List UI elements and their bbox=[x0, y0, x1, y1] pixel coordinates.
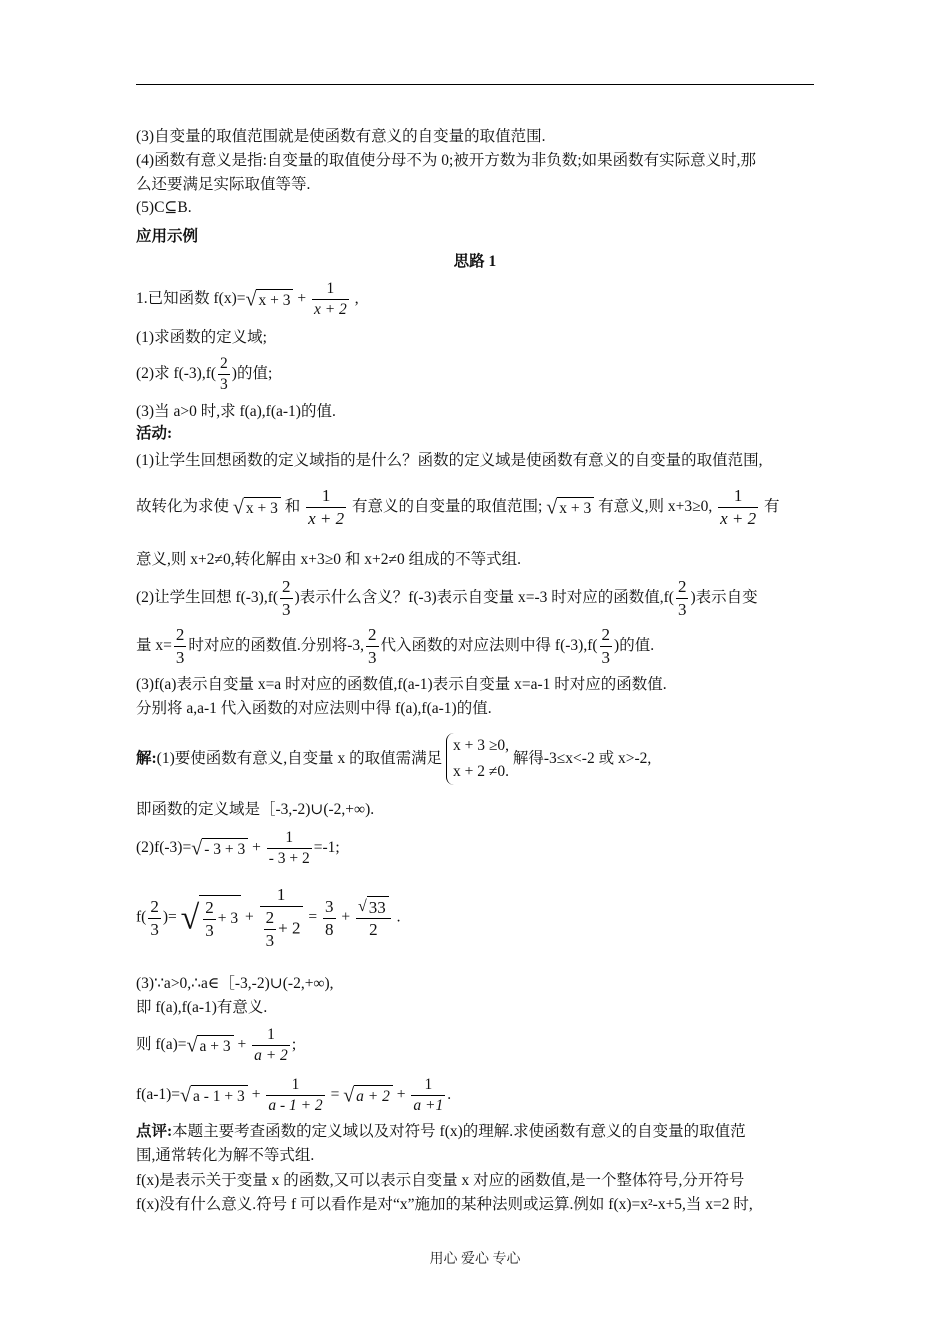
numerator: 2 bbox=[264, 907, 277, 930]
operator: + bbox=[251, 1086, 261, 1103]
section-heading: 应用示例 bbox=[136, 228, 199, 245]
text: 有 bbox=[764, 498, 780, 515]
text: . bbox=[396, 908, 401, 926]
text-line: (4)函数有意义是指:自变量的取值使分母不为 0;被开方数为非负数;如果函数有实际意义时,那 bbox=[136, 152, 756, 169]
text-line: (3)当 a>0 时,求 f(a),f(a-1)的值. bbox=[136, 403, 336, 420]
text-line: (5)C⊆B. bbox=[136, 199, 192, 216]
denominator: 3 bbox=[150, 919, 159, 939]
text-line: (3)∵a>0,∴a∈［-3,-2)∪(-2,+∞), bbox=[136, 975, 334, 992]
fraction bbox=[174, 624, 187, 669]
text: + 3 bbox=[217, 909, 239, 927]
fraction bbox=[148, 896, 161, 941]
text-line: (1)求函数的定义域; bbox=[136, 329, 267, 346]
fraction bbox=[267, 828, 312, 869]
denominator: a +1 bbox=[413, 1096, 444, 1114]
text: )= bbox=[162, 908, 177, 926]
text: )表示自变 bbox=[690, 589, 758, 607]
problem-statement bbox=[136, 276, 359, 323]
text-line: f(x)没有什么意义.符号 f 可以看作是对“x”施加的某种法则或运算.例如 f(x)=x²-x+5,当 x=2 时, bbox=[136, 1196, 753, 1213]
radicand bbox=[199, 895, 241, 942]
text: 有意义,则 x+3≥0, bbox=[598, 498, 713, 515]
fraction bbox=[718, 485, 758, 530]
operator: + bbox=[297, 290, 307, 307]
text: )表示什么含义？f(-3)表示自变量 x=-3 时对应的函数值,f( bbox=[294, 589, 674, 607]
text: f( bbox=[136, 908, 147, 926]
operator: = bbox=[308, 908, 318, 926]
operator: + bbox=[341, 908, 351, 926]
denominator: x + 2 bbox=[313, 300, 347, 318]
fraction bbox=[264, 907, 277, 952]
equation-line bbox=[136, 1072, 451, 1119]
text-line: 即函数的定义域是［-3,-2)∪(-2,+∞). bbox=[136, 801, 375, 818]
numerator: 1 bbox=[252, 1025, 290, 1046]
equation-line bbox=[136, 824, 340, 873]
denominator: 3 bbox=[220, 375, 228, 393]
fraction bbox=[203, 897, 216, 942]
denominator: 3 bbox=[677, 600, 687, 619]
sqrt-expr: √ a + 3 bbox=[186, 1022, 233, 1068]
text: (2)f(-3)= bbox=[136, 839, 192, 856]
text: 则 f(a)= bbox=[136, 1036, 187, 1053]
sqrt-expr: √ x + 3 bbox=[233, 482, 281, 532]
text: 本题主要考查函数的定义域以及对符号 f(x)的理解.求使函数有意义的自变量的取值范 bbox=[172, 1123, 746, 1140]
text: 和 bbox=[284, 498, 301, 515]
text-line: 么还要满足实际取值等等. bbox=[136, 176, 311, 193]
denominator: 2 bbox=[369, 920, 378, 940]
text-line bbox=[136, 352, 272, 396]
fraction bbox=[252, 1025, 290, 1066]
inequality: x + 2 ≠0. bbox=[453, 763, 509, 781]
text-line: (3)自变量的取值范围就是使函数有意义的自变量的取值范围. bbox=[136, 128, 546, 145]
operator: + bbox=[396, 1086, 406, 1103]
text: 解得-3≤x<-2 或 x>-2, bbox=[512, 750, 652, 767]
text: =-1; bbox=[313, 839, 340, 856]
numerator: 1 bbox=[411, 1075, 445, 1096]
numerator: 2 bbox=[366, 624, 379, 647]
denominator: x + 2 bbox=[308, 508, 345, 528]
text-line: (3)f(a)表示自变量 x=a 时对应的函数值,f(a-1)表示自变量 x=a-1 时对应的函数值. bbox=[136, 676, 667, 693]
text: 有意义的自变量的取值范围; bbox=[352, 498, 543, 515]
operator: + bbox=[237, 1036, 247, 1053]
text: 故转化为求使 bbox=[136, 498, 230, 515]
comment-label: 点评: bbox=[136, 1123, 173, 1140]
text: (2)求 f(-3),f( bbox=[136, 365, 217, 382]
sqrt-expr: √ x + 3 bbox=[245, 276, 293, 322]
fraction bbox=[306, 485, 346, 530]
text: (1)要使函数有意义,自变量 x 的取值需满足 bbox=[156, 750, 443, 767]
denominator: - 3 + 2 bbox=[268, 849, 310, 867]
fraction bbox=[280, 576, 293, 621]
text: 量 x= bbox=[136, 637, 172, 655]
text-line bbox=[136, 624, 654, 669]
inequality: x + 3 ≥0, bbox=[453, 737, 509, 755]
equation-line bbox=[136, 884, 401, 952]
radicand: a + 3 bbox=[197, 1035, 233, 1057]
text-line: (1)让学生回想函数的定义域指的是什么？函数的定义域是使函数有意义的自变量的取值范围, bbox=[136, 452, 763, 469]
sqrt-expr: √ $\frac{2}{3}$ + 3 bbox=[181, 887, 242, 949]
denominator: x + 2 bbox=[720, 508, 757, 528]
denominator: 8 bbox=[325, 919, 334, 939]
denominator: 3 bbox=[368, 648, 377, 667]
text-line bbox=[136, 576, 758, 621]
sqrt-expr: √ - 3 + 3 bbox=[191, 824, 248, 872]
numerator: 1 bbox=[260, 884, 303, 907]
fraction bbox=[266, 1075, 324, 1116]
text: f(a-1)= bbox=[136, 1086, 181, 1103]
solution-line bbox=[136, 731, 651, 787]
numerator: 1 bbox=[266, 1075, 324, 1096]
text: . bbox=[447, 1086, 452, 1103]
fraction bbox=[356, 895, 391, 942]
text: ; bbox=[291, 1036, 297, 1053]
header-rule bbox=[136, 84, 814, 85]
numerator: 2 bbox=[676, 576, 689, 599]
sqrt-expr: √ a + 2 bbox=[343, 1072, 393, 1118]
fraction bbox=[312, 279, 349, 320]
fraction bbox=[218, 354, 230, 395]
radicand: x + 3 bbox=[256, 289, 293, 311]
equation-line bbox=[136, 1022, 296, 1069]
operator: + bbox=[252, 839, 261, 856]
operator: + bbox=[245, 908, 254, 926]
denominator: 3 bbox=[265, 931, 275, 950]
numerator: 2 bbox=[203, 897, 216, 920]
inequality-system bbox=[446, 733, 509, 785]
numerator: 1 bbox=[306, 485, 346, 508]
text-line: f(x)是表示关于变量 x 的函数,又可以表示自变量 x 对应的函数值,是一个整体符号,分开符号 bbox=[136, 1172, 745, 1189]
text: 时对应的函数值.分别将-3, bbox=[188, 637, 365, 655]
fraction bbox=[600, 624, 613, 669]
page-footer: 用心 爱心 专心 bbox=[429, 1252, 521, 1267]
fraction bbox=[676, 576, 689, 621]
radicand: a - 1 + 3 bbox=[191, 1085, 248, 1107]
numerator: 2 bbox=[600, 624, 613, 647]
sqrt-expr: √ 33 bbox=[358, 895, 389, 918]
operator: = bbox=[330, 1086, 340, 1103]
numerator: 1 bbox=[267, 828, 312, 849]
text-line: 围,通常转化为解不等式组. bbox=[136, 1147, 315, 1164]
sqrt-expr: √ a - 1 + 3 bbox=[180, 1072, 248, 1118]
text-line: 意义,则 x+2≠0,转化解由 x+3≥0 和 x+2≠0 组成的不等式组. bbox=[136, 551, 521, 568]
text-line: 分别将 a,a-1 代入函数的对应法则中得 f(a),f(a-1)的值. bbox=[136, 700, 492, 717]
sqrt-expr: √ x + 3 bbox=[546, 482, 594, 532]
text-line: 即 f(a),f(a-1)有意义. bbox=[136, 999, 268, 1016]
text-line bbox=[136, 1122, 746, 1142]
fraction bbox=[411, 1075, 445, 1116]
radicand: x + 3 bbox=[244, 497, 281, 519]
numerator: 2 bbox=[148, 896, 161, 919]
text-line bbox=[136, 482, 780, 533]
numerator: 1 bbox=[718, 485, 758, 508]
denominator: 3 bbox=[601, 648, 611, 667]
text: 代入函数的对应法则中得 f(-3),f( bbox=[380, 637, 598, 655]
denominator: a + 2 bbox=[254, 1046, 288, 1064]
numerator: 1 bbox=[312, 279, 349, 300]
numerator: 2 bbox=[174, 624, 187, 647]
denominator: 3 bbox=[175, 648, 185, 667]
numerator bbox=[356, 895, 391, 920]
denominator: 3 bbox=[205, 920, 214, 940]
text: )的值; bbox=[231, 365, 273, 382]
radicand: - 3 + 3 bbox=[202, 838, 248, 860]
fraction bbox=[260, 884, 303, 952]
denominator bbox=[260, 907, 303, 952]
subsection-heading: 思路 1 bbox=[453, 253, 497, 270]
text: + 2 bbox=[278, 918, 301, 938]
numerator: 2 bbox=[218, 354, 230, 375]
numerator: 2 bbox=[280, 576, 293, 599]
text: 1.已知函数 f(x)= bbox=[136, 290, 246, 307]
text: (2)让学生回想 f(-3),f( bbox=[136, 589, 279, 607]
radicand: 33 bbox=[367, 896, 389, 918]
radicand: a + 2 bbox=[354, 1085, 393, 1107]
text: , bbox=[354, 290, 359, 307]
text: )的值. bbox=[614, 637, 655, 655]
numerator: 3 bbox=[323, 896, 336, 919]
fraction bbox=[323, 896, 336, 941]
denominator: 3 bbox=[282, 600, 291, 619]
denominator: a - 1 + 2 bbox=[268, 1096, 323, 1114]
radicand: x + 3 bbox=[557, 497, 594, 519]
activity-heading: 活动: bbox=[136, 425, 173, 442]
solution-label: 解: bbox=[136, 750, 157, 767]
fraction bbox=[366, 624, 379, 669]
